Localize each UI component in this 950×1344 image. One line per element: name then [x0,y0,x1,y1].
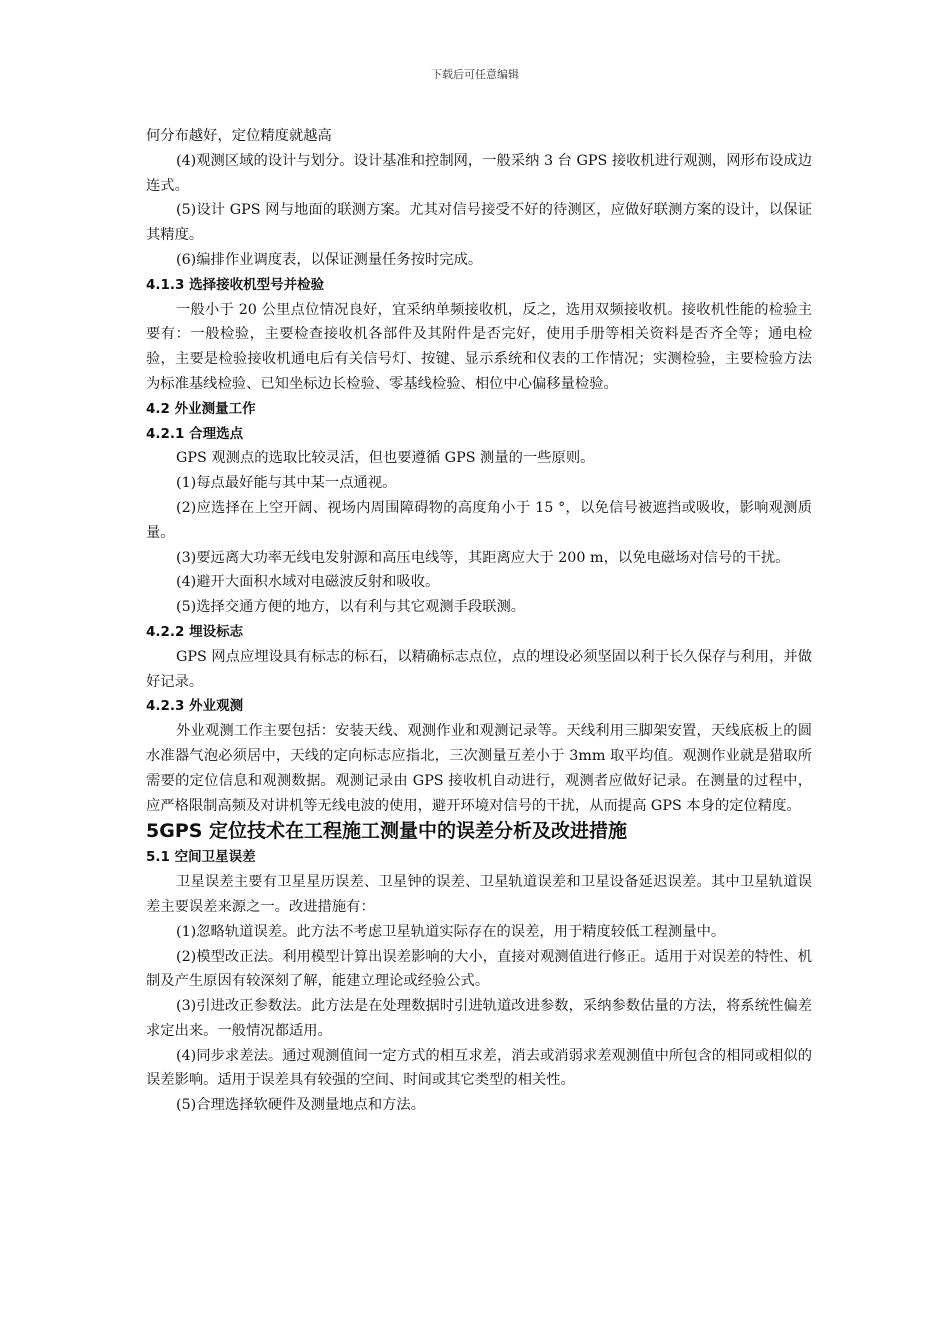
section-heading: 4.2.1 合理选点 [146,425,244,442]
section-heading: 4.2 外业测量工作 [146,400,256,417]
paragraph: GPS 网点应埋设具有标志的标石，以精确标志点位，点的埋设必须坚固以利于长久保存与利用，并做好记录。 [146,648,812,690]
chapter-heading: 5GPS 定位技术在工程施工测量中的误差分析及改进措施 [146,820,628,843]
paragraph: (5)合理选择软硬件及测量地点和方法。 [176,1097,425,1114]
paragraph: (3)要远离大功率无线电发射源和高压电线等，其距离应大于 200 m，以免电磁场对信号的干扰。 [176,549,790,566]
paragraph: (1)每点最好能与其中某一点通视。 [176,475,397,492]
paragraph: 外业观测工作主要包括：安装天线、观测作业和观测记录等。天线利用三脚架安置，天线底板上的圆水准器气泡必须居中，天线的定向标志应指北，三次测量互差小于 3mm 取平均值。观测作业就是猎取所需要的定位信息和观测数据。观测记录由 GPS 接收机自动进行，观测者应做好记录。在测量的过程中，应严格限制高频及对讲机等无线电波的使用，避开环境对信号的干扰，从而提高 GPS 本身的定位精度。 [146,723,812,814]
paragraph: (6)编排作业调度表，以保证测量任务按时完成。 [176,251,483,268]
document-body [146,124,812,1118]
paragraph: (5)设计 GPS 网与地面的联测方案。尤其对信号接受不好的待测区，应做好联测方案的设计，以保证其精度。 [146,202,812,244]
paragraph: (4)同步求差法。通过观测值间一定方式的相互求差，消去或消弱求差观测值中所包含的相同或相似的误差影响。适用于误差具有较强的空间、时间或其它类型的相关性。 [146,1047,812,1089]
paragraph: (4)避开大面积水域对电磁波反射和吸收。 [176,574,440,591]
section-heading: 4.1.3 选择接收机型号并检验 [146,276,325,293]
paragraph: GPS 观测点的选取比较灵活，但也要遵循 GPS 测量的一些原则。 [176,450,595,467]
section-heading: 4.2.3 外业观测 [146,698,244,715]
paragraph: (1)忽略轨道误差。此方法不考虑卫星轨道实际存在的误差，用于精度较低工程测量中。 [176,923,726,940]
page-header: 下载后可任意编辑 [431,68,519,81]
paragraph: (2)模型改正法。利用模型计算出误差影响的大小，直接对观测值进行修正。适用于对误差的特性、机制及产生原因有较深刻了解，能建立理论或经验公式。 [146,948,812,990]
paragraph: 卫星误差主要有卫星星历误差、卫星钟的误差、卫星轨道误差和卫星设备延迟误差。其中卫星轨道误差主要误差来源之一。改进措施有： [146,874,812,915]
paragraph: 一般小于 20 公里点位情况良好，宜采纳单频接收机，反之，选用双频接收机。接收机性能的检验主要有：一般检验，主要检查接收机各部件及其附件是否完好，使用手册等相关资料是否齐全等；通电检验，主要是检验接收机通电后有关信号灯、按键、显示系统和仪表的工作情况；实测检验，主要检验方法为标准基线检验、已知坐标边长检验、零基线检验、相位中心偏移量检验。 [146,301,812,392]
paragraph: 何分布越好，定位精度就越高 [146,128,332,144]
paragraph: (5)选择交通方便的地方，以有利与其它观测手段联测。 [176,599,526,616]
section-heading: 5.1 空间卫星误差 [146,849,256,866]
paragraph: (4)观测区域的设计与划分。设计基准和控制网，一般采纳 3 台 GPS 接收机进行观测，网形布设成边连式。 [146,152,812,194]
section-heading: 4.2.2 埋设标志 [146,623,244,640]
paragraph: (2)应选择在上空开阔、视场内周围障碍物的高度角小于 15 °，以免信号被遮挡或吸收，影响观测质量。 [146,499,812,541]
paragraph: (3)引进改正参数法。此方法是在处理数据时引进轨道改进参数，采纳参数估量的方法，将系统性偏差求定出来。一般情况都适用。 [146,998,812,1039]
